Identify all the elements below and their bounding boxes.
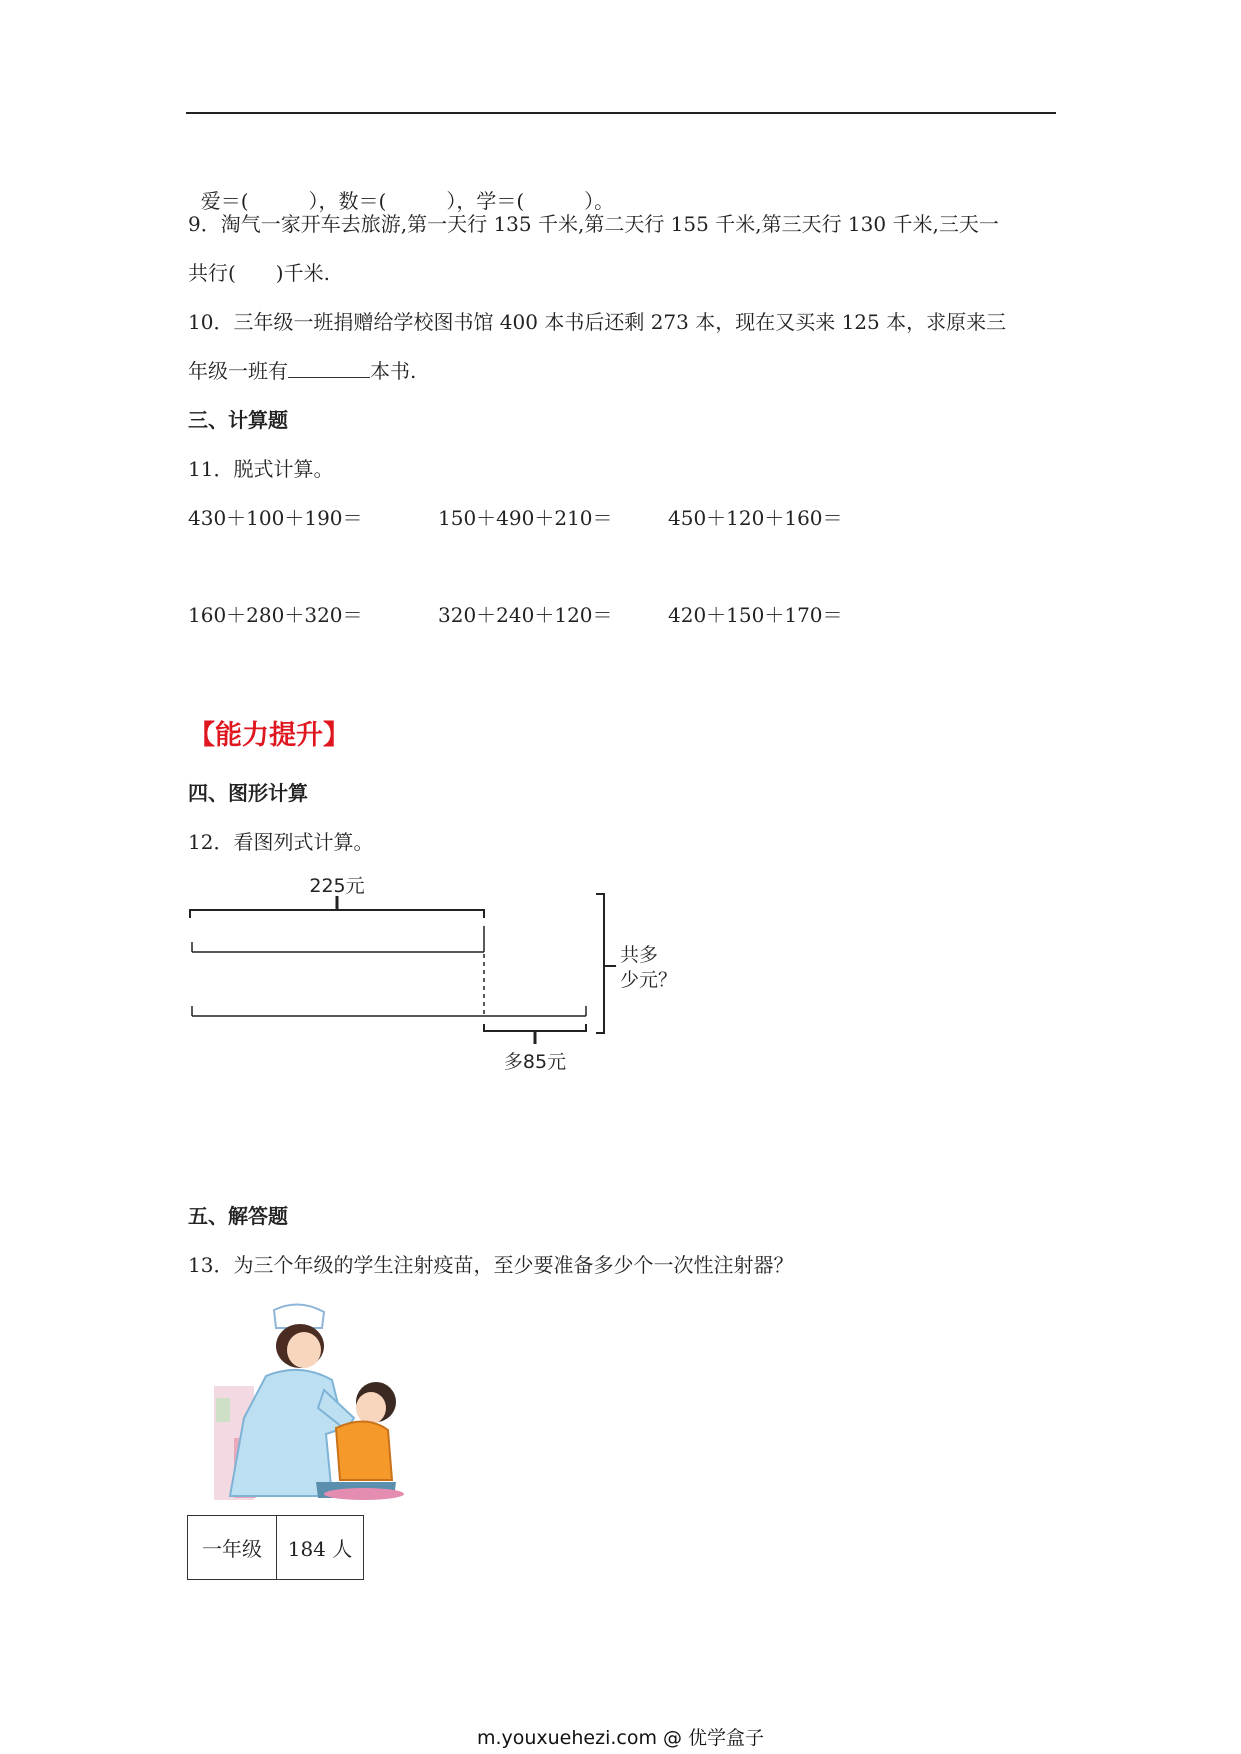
q11-expr-6: 420＋150＋170＝	[668, 603, 843, 627]
q13-prompt: 13．为三个年级的学生注射疫苗，至少要准备多少个一次性注射器？	[188, 1253, 794, 1277]
q8-xue-label: ），学＝(	[446, 189, 525, 213]
q8-shu-label: ），数＝(	[308, 189, 387, 213]
total-brace	[596, 894, 604, 1033]
footer: m.youxuehezi.com @ 优学盒子	[476, 1727, 765, 1749]
nurse-face	[287, 1332, 321, 1368]
total-label-line1: 共多	[620, 944, 659, 966]
section5-title: 五、解答题	[188, 1204, 288, 1228]
q11-prompt: 11．脱式计算。	[188, 457, 334, 481]
q9-line1: 9．淘气一家开车去旅游,第一天行 135 千米,第二天行 155 千米,第三天行 130 千米,三天一	[188, 212, 999, 236]
child-shirt	[336, 1421, 392, 1480]
count-cell: 184 人	[277, 1516, 364, 1580]
q10-line2-pre: 年级一班有	[188, 359, 288, 383]
top-brace	[190, 910, 484, 918]
q12-prompt: 12．看图列式计算。	[188, 830, 374, 854]
bottom-brace	[484, 1024, 586, 1031]
q10-answer-blank[interactable]	[288, 359, 370, 378]
q10-line2	[188, 358, 416, 384]
q10-line1: 10．三年级一班捐赠给学校图书馆 400 本书后还剩 273 本，现在又买来 125 本，求原来三	[188, 310, 1007, 334]
q12-diagram	[180, 868, 700, 1088]
q8-answer-line	[188, 162, 614, 214]
q11-expr-2: 150＋490＋210＝	[438, 506, 613, 530]
q8-ai-label: 爱＝(	[200, 189, 249, 213]
child-face	[356, 1392, 386, 1424]
section4-title: 四、图形计算	[188, 781, 308, 805]
grade-cell: 一年级	[188, 1516, 277, 1580]
q11-expr-5: 320＋240＋120＝	[438, 603, 613, 627]
q11-expr-1: 430＋100＋190＝	[188, 506, 363, 530]
section3-title: 三、计算题	[188, 408, 288, 432]
header-rule	[186, 112, 1056, 114]
grade-table	[187, 1515, 364, 1580]
ability-title: 【能力提升】	[188, 720, 350, 751]
nurse-vaccination-illustration	[214, 1298, 404, 1500]
bottom-label: 多85元	[503, 1051, 567, 1073]
stool	[324, 1488, 404, 1500]
illustration-bottle	[216, 1398, 230, 1422]
table-row	[188, 1516, 364, 1580]
q11-expr-4: 160＋280＋320＝	[188, 603, 363, 627]
q8-end-label: ）。	[584, 189, 615, 213]
top-label: 225元	[309, 875, 365, 897]
q10-line2-post: 本书.	[370, 359, 417, 383]
total-label-line2: 少元？	[620, 969, 678, 991]
q11-expr-3: 450＋120＋160＝	[668, 506, 843, 530]
q9-line2: 共行( )千米.	[188, 261, 330, 285]
